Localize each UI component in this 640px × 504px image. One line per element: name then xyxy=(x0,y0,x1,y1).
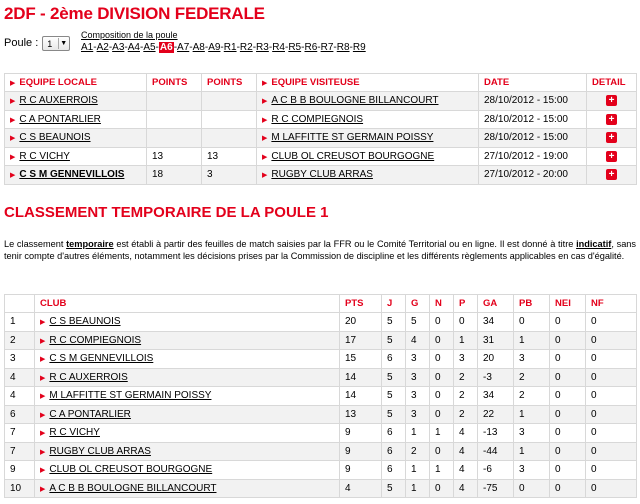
poule-selector-row xyxy=(4,35,70,55)
ranking-pb: 1 xyxy=(514,331,550,350)
ranking-nei: 0 xyxy=(550,461,586,480)
poule-link-a7[interactable]: A7 xyxy=(177,42,190,53)
poule-link-r7[interactable]: R7 xyxy=(320,42,334,53)
ranking-ga: 34 xyxy=(478,387,514,406)
ranking-j: 5 xyxy=(382,368,406,387)
ranking-pts: 20 xyxy=(340,313,382,332)
ranking-ga: -3 xyxy=(478,368,514,387)
detail-cell xyxy=(587,129,637,148)
triangle-right-icon: ▶ xyxy=(262,116,268,124)
ranking-n: 0 xyxy=(430,405,454,424)
triangle-right-icon: ▶ xyxy=(40,356,46,364)
ranking-g: 3 xyxy=(406,405,430,424)
ranking-p: 4 xyxy=(454,479,478,498)
ranking-pb: 3 xyxy=(514,350,550,369)
ranking-pb: 1 xyxy=(514,442,550,461)
ranking-row xyxy=(5,479,637,498)
ranking-nf: 0 xyxy=(586,350,637,369)
triangle-right-icon: ▶ xyxy=(40,448,46,456)
ranking-g: 4 xyxy=(406,331,430,350)
triangle-right-icon: ▶ xyxy=(40,337,46,345)
poule-link-a3[interactable]: A3 xyxy=(112,42,125,53)
ranking-ga: 20 xyxy=(478,350,514,369)
poule-links xyxy=(81,42,366,53)
link-separator: - xyxy=(284,42,289,53)
ranking-row xyxy=(5,368,637,387)
header-nei: NEI xyxy=(550,295,586,313)
match-row xyxy=(5,92,637,111)
poule-link-r1[interactable]: R1 xyxy=(223,42,237,53)
ranking-nei: 0 xyxy=(550,387,586,406)
header-detail: DETAIL xyxy=(587,74,637,92)
temporaire-link[interactable]: temporaire xyxy=(66,239,114,249)
ranking-p: 4 xyxy=(454,424,478,443)
ranking-ga: -6 xyxy=(478,461,514,480)
match-date: 28/10/2012 - 15:00 xyxy=(479,92,587,111)
ranking-pts: 14 xyxy=(340,368,382,387)
ranking-j: 5 xyxy=(382,387,406,406)
header-ga: GA xyxy=(478,295,514,313)
link-separator: - xyxy=(317,42,321,53)
ranking-rank: 3 xyxy=(5,350,35,369)
triangle-right-icon: ▶ xyxy=(262,153,268,161)
triangle-right-icon: ▶ xyxy=(10,135,16,143)
home-team-link[interactable]: R C AUXERROIS xyxy=(19,95,98,107)
ranking-rank: 7 xyxy=(5,442,35,461)
ranking-club-cell xyxy=(35,405,340,424)
ranking-p: 2 xyxy=(454,405,478,424)
home-team-cell xyxy=(5,147,147,166)
ranking-pts: 15 xyxy=(340,350,382,369)
header-j: J xyxy=(382,295,406,313)
triangle-right-icon: ▶ xyxy=(262,172,268,180)
ranking-n: 0 xyxy=(430,387,454,406)
ranking-p: 4 xyxy=(454,461,478,480)
ranking-club-cell xyxy=(35,387,340,406)
home-points: 13 xyxy=(147,147,202,166)
ranking-n: 1 xyxy=(430,461,454,480)
home-team-cell xyxy=(5,92,147,111)
away-team-cell xyxy=(257,129,479,148)
header-club: CLUB xyxy=(35,295,340,313)
link-separator: - xyxy=(108,42,113,53)
poule-link-r8[interactable]: R8 xyxy=(336,42,350,53)
ranking-p: 4 xyxy=(454,442,478,461)
detail-cell xyxy=(587,166,637,185)
ranking-pts: 17 xyxy=(340,331,382,350)
away-team-cell xyxy=(257,92,479,111)
ranking-rank: 10 xyxy=(5,479,35,498)
ranking-nf: 0 xyxy=(586,424,637,443)
header-nf: NF xyxy=(586,295,637,313)
away-team-cell xyxy=(257,147,479,166)
ranking-pb: 2 xyxy=(514,368,550,387)
ranking-pts: 14 xyxy=(340,387,382,406)
link-separator: - xyxy=(333,42,337,53)
ranking-club-cell xyxy=(35,479,340,498)
away-team-cell xyxy=(257,110,479,129)
triangle-right-icon: ▶ xyxy=(262,80,268,87)
ranking-j: 5 xyxy=(382,405,406,424)
ranking-pts: 9 xyxy=(340,424,382,443)
ranking-nf: 0 xyxy=(586,331,637,350)
ranking-club-cell xyxy=(35,442,340,461)
ranking-n: 0 xyxy=(430,368,454,387)
ranking-j: 6 xyxy=(382,442,406,461)
detail-plus-button[interactable]: + xyxy=(606,95,617,106)
ranking-club-link[interactable]: A C B B BOULOGNE BILLANCOURT xyxy=(49,482,217,494)
ranking-club-cell xyxy=(35,424,340,443)
composition-block xyxy=(81,30,366,53)
link-separator: - xyxy=(124,42,128,53)
ranking-table xyxy=(4,294,637,498)
home-team-link[interactable]: C S M GENNEVILLOIS xyxy=(19,169,125,181)
match-date: 28/10/2012 - 15:00 xyxy=(479,129,587,148)
header-n: N xyxy=(430,295,454,313)
header-pb: PB xyxy=(514,295,550,313)
ranking-ga: -75 xyxy=(478,479,514,498)
triangle-right-icon: ▶ xyxy=(40,374,46,382)
ranking-p: 3 xyxy=(454,350,478,369)
away-team-link[interactable]: M LAFFITTE ST GERMAIN POISSY xyxy=(271,132,434,144)
ranking-ga: 31 xyxy=(478,331,514,350)
ranking-nei: 0 xyxy=(550,313,586,332)
ranking-ga: 34 xyxy=(478,313,514,332)
ranking-nf: 0 xyxy=(586,442,637,461)
ranking-p: 0 xyxy=(454,313,478,332)
ranking-nf: 0 xyxy=(586,479,637,498)
triangle-right-icon: ▶ xyxy=(40,430,46,438)
link-separator: - xyxy=(220,42,224,53)
triangle-right-icon: ▶ xyxy=(10,172,16,180)
detail-plus-button[interactable]: + xyxy=(606,132,617,143)
home-team-cell xyxy=(5,166,147,185)
ranking-nf: 0 xyxy=(586,313,637,332)
ranking-rank: 7 xyxy=(5,424,35,443)
link-separator: - xyxy=(189,42,193,53)
triangle-right-icon: ▶ xyxy=(40,411,46,419)
match-row xyxy=(5,166,637,185)
ranking-pb: 2 xyxy=(514,387,550,406)
header-date: DATE xyxy=(479,74,587,92)
detail-cell xyxy=(587,92,637,111)
ranking-nei: 0 xyxy=(550,368,586,387)
poule-select[interactable] xyxy=(42,36,70,51)
poule-link-r4[interactable]: R4 xyxy=(272,42,285,53)
match-row xyxy=(5,129,637,148)
poule-link-r6[interactable]: R6 xyxy=(304,42,318,53)
ranking-club-cell xyxy=(35,331,340,350)
poule-link-a6[interactable]: A6 xyxy=(159,42,173,53)
ranking-club-cell xyxy=(35,461,340,480)
ranking-club-link[interactable]: R C AUXERROIS xyxy=(49,371,128,383)
matches-header-row xyxy=(5,74,637,92)
indicatif-link[interactable]: indicatif xyxy=(576,239,612,249)
poule-link-a2[interactable]: A2 xyxy=(96,42,109,53)
poule-label: Poule : xyxy=(4,37,39,49)
triangle-right-icon: ▶ xyxy=(262,98,268,106)
triangle-right-icon: ▶ xyxy=(10,116,16,124)
home-points xyxy=(147,110,202,129)
ranking-club-link[interactable]: C A PONTARLIER xyxy=(49,408,131,420)
poule-select-value: 1 xyxy=(47,38,53,49)
ranking-g: 1 xyxy=(406,461,430,480)
triangle-right-icon: ▶ xyxy=(40,319,46,327)
ranking-row xyxy=(5,313,637,332)
select-arrow-icon: ▼ xyxy=(58,38,68,49)
ranking-club-link[interactable]: CLUB OL CREUSOT BOURGOGNE xyxy=(49,464,213,476)
ranking-rank: 2 xyxy=(5,331,35,350)
ranking-j: 5 xyxy=(382,479,406,498)
link-separator: - xyxy=(236,42,240,53)
ranking-pts: 13 xyxy=(340,405,382,424)
ranking-n: 0 xyxy=(430,350,454,369)
triangle-right-icon: ▶ xyxy=(40,485,46,493)
ranking-club-cell xyxy=(35,350,340,369)
poule-link-a8[interactable]: A8 xyxy=(192,42,205,53)
home-points xyxy=(147,129,202,148)
poule-link-r2[interactable]: R2 xyxy=(239,42,253,53)
ranking-pts: 9 xyxy=(340,461,382,480)
match-row xyxy=(5,147,637,166)
link-separator: - xyxy=(204,42,209,53)
triangle-right-icon: ▶ xyxy=(10,98,16,106)
home-points: 18 xyxy=(147,166,202,185)
ranking-n: 1 xyxy=(430,424,454,443)
ranking-row xyxy=(5,387,637,406)
away-points: 13 xyxy=(202,147,257,166)
header-points-home: POINTS xyxy=(147,74,202,92)
ranking-nei: 0 xyxy=(550,442,586,461)
page-title: 2DF - 2ème DIVISION FEDERALE xyxy=(4,4,265,23)
poule-link-r3[interactable]: R3 xyxy=(256,42,269,53)
ranking-j: 5 xyxy=(382,331,406,350)
ranking-club-link[interactable]: R C COMPIEGNOIS xyxy=(49,334,142,346)
ranking-pb: 0 xyxy=(514,313,550,332)
ranking-club-link[interactable]: R C VICHY xyxy=(49,427,100,439)
ranking-p: 2 xyxy=(454,387,478,406)
ranking-rank: 9 xyxy=(5,461,35,480)
ranking-nf: 0 xyxy=(586,368,637,387)
ranking-n: 0 xyxy=(430,479,454,498)
away-team-cell xyxy=(257,166,479,185)
ranking-nei: 0 xyxy=(550,479,586,498)
ranking-j: 6 xyxy=(382,350,406,369)
ranking-j: 5 xyxy=(382,313,406,332)
ranking-g: 1 xyxy=(406,424,430,443)
triangle-right-icon: ▶ xyxy=(10,80,16,87)
ranking-p: 2 xyxy=(454,368,478,387)
ranking-pb: 1 xyxy=(514,405,550,424)
link-separator: - xyxy=(139,42,144,53)
header-rank xyxy=(5,295,35,313)
link-separator: - xyxy=(155,42,159,53)
ranking-ga: 22 xyxy=(478,405,514,424)
match-date: 28/10/2012 - 15:00 xyxy=(479,110,587,129)
ranking-g: 3 xyxy=(406,387,430,406)
ranking-rank: 4 xyxy=(5,368,35,387)
ranking-disclaimer: Le classement temporaire est établi à partir des feuilles de match saisies par la FFR ou le Comité Territorial ou en ligne. Il est donné à titre indicatif, sans tenir compte d'autres éléments, notamment les décisions prises par la Commission de discipline et les différents règlements applicables en cas d'égalité. xyxy=(4,239,637,262)
ranking-title: CLASSEMENT TEMPORAIRE DE LA POULE 1 xyxy=(4,204,329,221)
header-points-away: POINTS xyxy=(202,74,257,92)
ranking-club-link[interactable]: RUGBY CLUB ARRAS xyxy=(49,445,151,457)
detail-plus-button[interactable]: + xyxy=(606,114,617,125)
ranking-g: 1 xyxy=(406,479,430,498)
link-separator: - xyxy=(93,42,97,53)
ranking-g: 3 xyxy=(406,350,430,369)
away-team-link[interactable]: R C COMPIEGNOIS xyxy=(271,113,364,125)
match-date: 27/10/2012 - 20:00 xyxy=(479,166,587,185)
ranking-row xyxy=(5,350,637,369)
detail-plus-button[interactable]: + xyxy=(606,169,617,180)
ranking-club-link[interactable]: M LAFFITTE ST GERMAIN POISSY xyxy=(49,390,212,402)
ranking-nei: 0 xyxy=(550,350,586,369)
header-pts: PTS xyxy=(340,295,382,313)
poule-link-r5[interactable]: R5 xyxy=(288,42,302,53)
composition-title[interactable]: Composition de la poule xyxy=(81,30,178,40)
away-team-link[interactable]: A C B B BOULOGNE BILLANCOURT xyxy=(271,95,439,107)
home-team-cell xyxy=(5,129,147,148)
poule-link-a9[interactable]: A9 xyxy=(208,42,221,53)
detail-cell xyxy=(587,147,637,166)
ranking-row xyxy=(5,405,637,424)
ranking-nei: 0 xyxy=(550,331,586,350)
header-g: G xyxy=(406,295,430,313)
detail-cell xyxy=(587,110,637,129)
home-team-link[interactable]: C A PONTARLIER xyxy=(19,113,101,125)
away-points xyxy=(202,129,257,148)
home-team-cell xyxy=(5,110,147,129)
match-row xyxy=(5,110,637,129)
ranking-row xyxy=(5,461,637,480)
ranking-nf: 0 xyxy=(586,461,637,480)
ranking-row xyxy=(5,424,637,443)
detail-plus-button[interactable]: + xyxy=(606,151,617,162)
ranking-nf: 0 xyxy=(586,405,637,424)
ranking-g: 5 xyxy=(406,313,430,332)
ranking-pts: 4 xyxy=(340,479,382,498)
triangle-right-icon: ▶ xyxy=(262,135,268,143)
link-separator: - xyxy=(173,42,178,53)
ranking-pb: 3 xyxy=(514,461,550,480)
home-team-link[interactable]: R C VICHY xyxy=(19,150,70,162)
poule-link-a4[interactable]: A4 xyxy=(127,42,140,53)
home-team-link[interactable]: C S BEAUNOIS xyxy=(19,132,91,144)
header-away: ▶ EQUIPE VISITEUSE xyxy=(257,74,479,92)
ranking-p: 1 xyxy=(454,331,478,350)
away-points xyxy=(202,92,257,111)
ranking-row xyxy=(5,331,637,350)
triangle-right-icon: ▶ xyxy=(40,467,46,475)
link-separator: - xyxy=(301,42,305,53)
link-separator: - xyxy=(349,42,353,53)
ranking-nf: 0 xyxy=(586,387,637,406)
ranking-ga: -13 xyxy=(478,424,514,443)
ranking-rank: 1 xyxy=(5,313,35,332)
ranking-g: 2 xyxy=(406,442,430,461)
away-team-link[interactable]: CLUB OL CREUSOT BOURGOGNE xyxy=(271,150,435,162)
matches-table xyxy=(4,73,637,185)
ranking-ga: -44 xyxy=(478,442,514,461)
poule-link-a5[interactable]: A5 xyxy=(143,42,156,53)
ranking-club-cell xyxy=(35,313,340,332)
ranking-pb: 0 xyxy=(514,479,550,498)
header-p: P xyxy=(454,295,478,313)
triangle-right-icon: ▶ xyxy=(40,393,46,401)
link-separator: - xyxy=(252,42,257,53)
ranking-pb: 3 xyxy=(514,424,550,443)
ranking-pts: 9 xyxy=(340,442,382,461)
link-separator: - xyxy=(268,42,273,53)
ranking-n: 0 xyxy=(430,313,454,332)
ranking-row xyxy=(5,442,637,461)
ranking-club-link[interactable]: C S BEAUNOIS xyxy=(49,316,121,328)
ranking-j: 6 xyxy=(382,424,406,443)
home-points xyxy=(147,92,202,111)
ranking-n: 0 xyxy=(430,331,454,350)
header-home: ▶ EQUIPE LOCALE xyxy=(5,74,147,92)
ranking-nei: 0 xyxy=(550,424,586,443)
ranking-g: 3 xyxy=(406,368,430,387)
poule-link-r9[interactable]: R9 xyxy=(352,42,366,53)
ranking-club-link[interactable]: C S M GENNEVILLOIS xyxy=(49,353,154,365)
ranking-header-row xyxy=(5,295,637,313)
triangle-right-icon: ▶ xyxy=(10,153,16,161)
ranking-n: 0 xyxy=(430,442,454,461)
away-points: 3 xyxy=(202,166,257,185)
ranking-rank: 4 xyxy=(5,387,35,406)
ranking-club-cell xyxy=(35,368,340,387)
away-points xyxy=(202,110,257,129)
ranking-nei: 0 xyxy=(550,405,586,424)
away-team-link[interactable]: RUGBY CLUB ARRAS xyxy=(271,169,373,181)
ranking-j: 6 xyxy=(382,461,406,480)
poule-link-a1[interactable]: A1 xyxy=(81,42,94,53)
ranking-rank: 6 xyxy=(5,405,35,424)
match-date: 27/10/2012 - 19:00 xyxy=(479,147,587,166)
